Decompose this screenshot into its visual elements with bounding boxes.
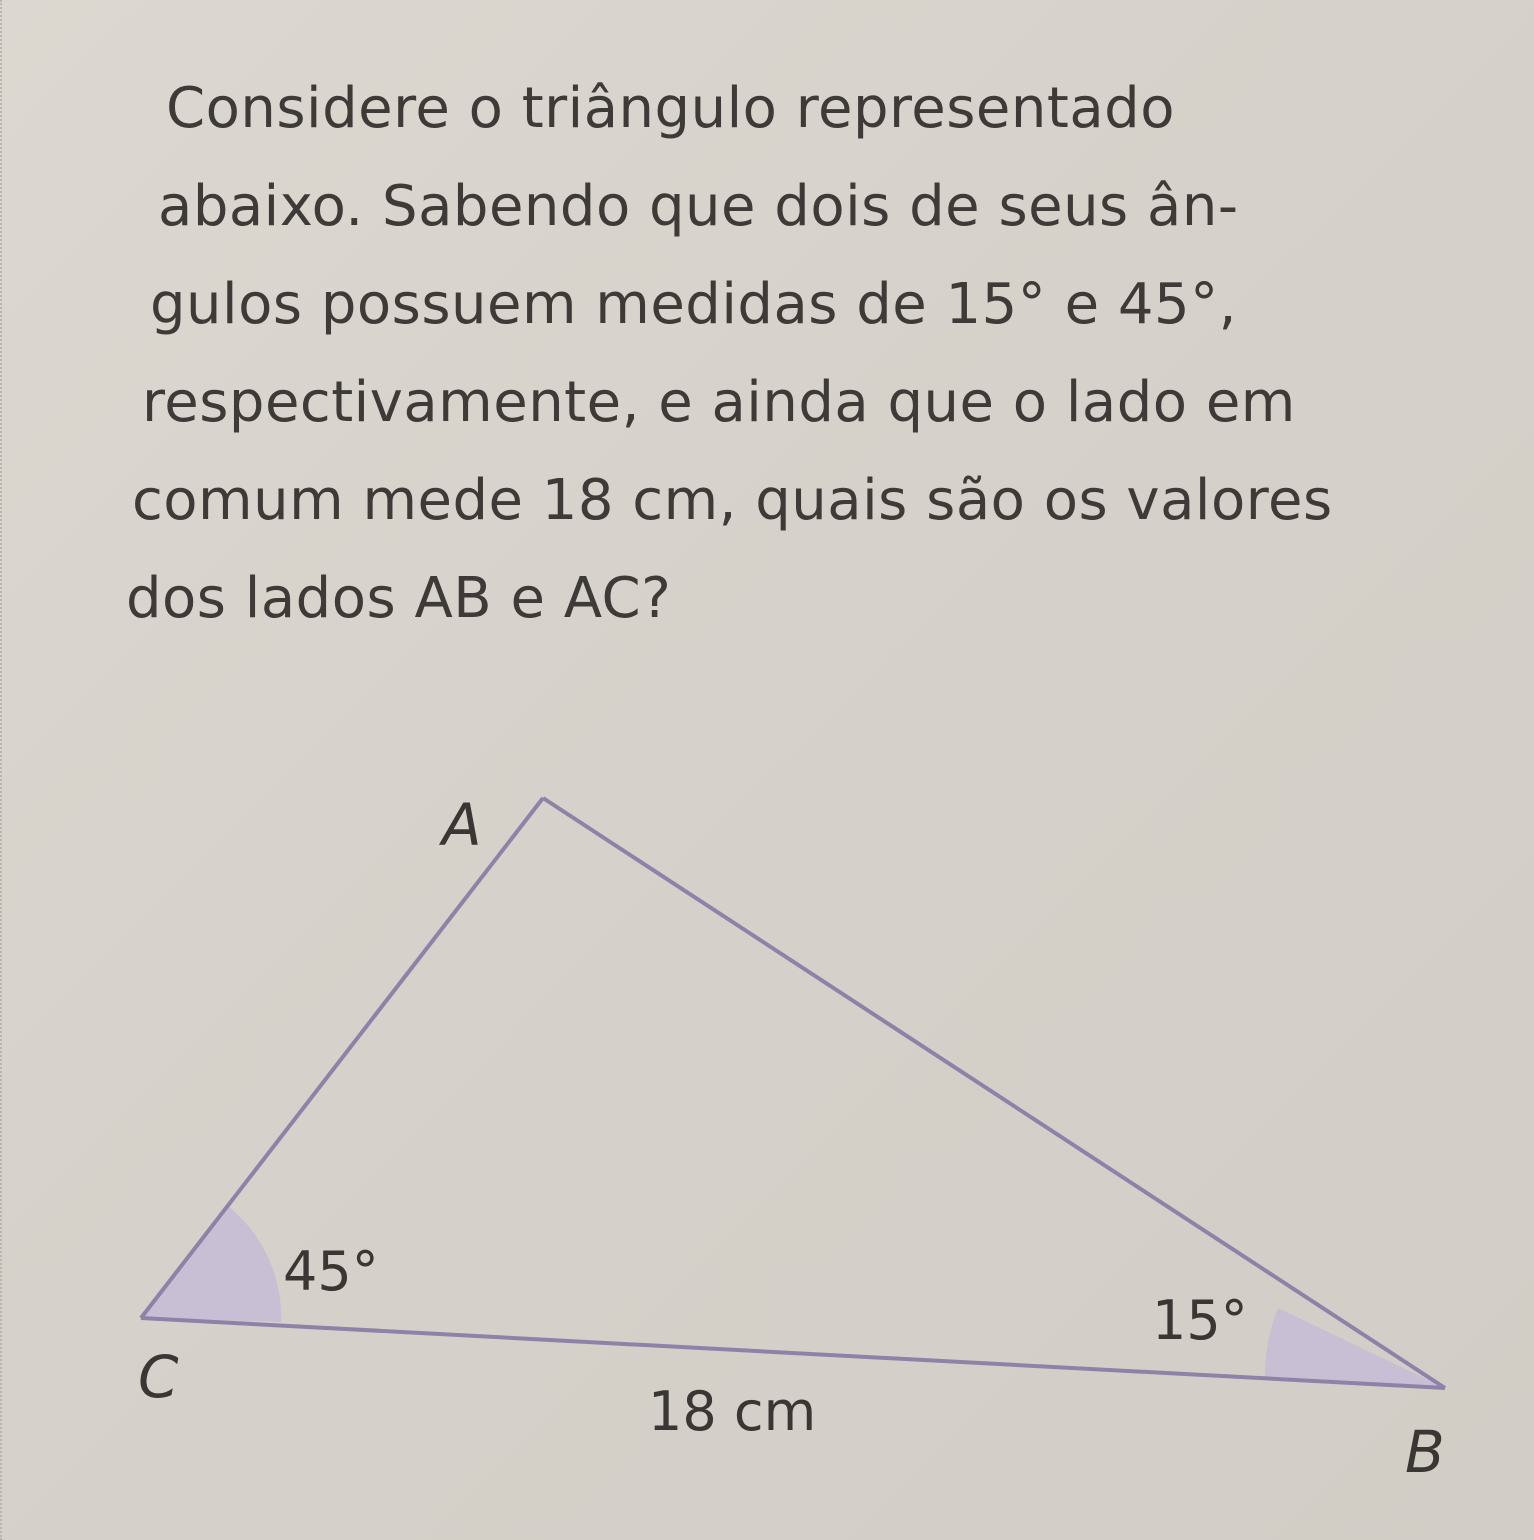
side-label-cb: 18 cm — [648, 1380, 817, 1443]
vertex-label-b: B — [1405, 1418, 1445, 1486]
angle-label-b: 15° — [1152, 1289, 1248, 1352]
vertex-label-a: A — [442, 791, 482, 859]
question-line-6: dos lados AB e AC? — [126, 566, 672, 631]
side-cb — [141, 1318, 1445, 1388]
question-line-3: gulos possuem medidas de 15° e 45°, — [150, 272, 1237, 337]
angle-arc-b — [1265, 1308, 1445, 1388]
question-line-1: Considere o triângulo representado — [166, 76, 1175, 141]
angle-label-c: 45° — [283, 1240, 379, 1303]
vertex-label-c: C — [138, 1343, 179, 1411]
question-line-2: abaixo. Sabendo que dois de seus ân- — [158, 174, 1239, 239]
question-line-4: respectivamente, e ainda que o lado em — [142, 370, 1296, 435]
question-line-5: comum mede 18 cm, quais são os valores — [132, 468, 1333, 533]
side-ab — [543, 798, 1445, 1388]
angle-arc-c — [141, 1206, 281, 1322]
